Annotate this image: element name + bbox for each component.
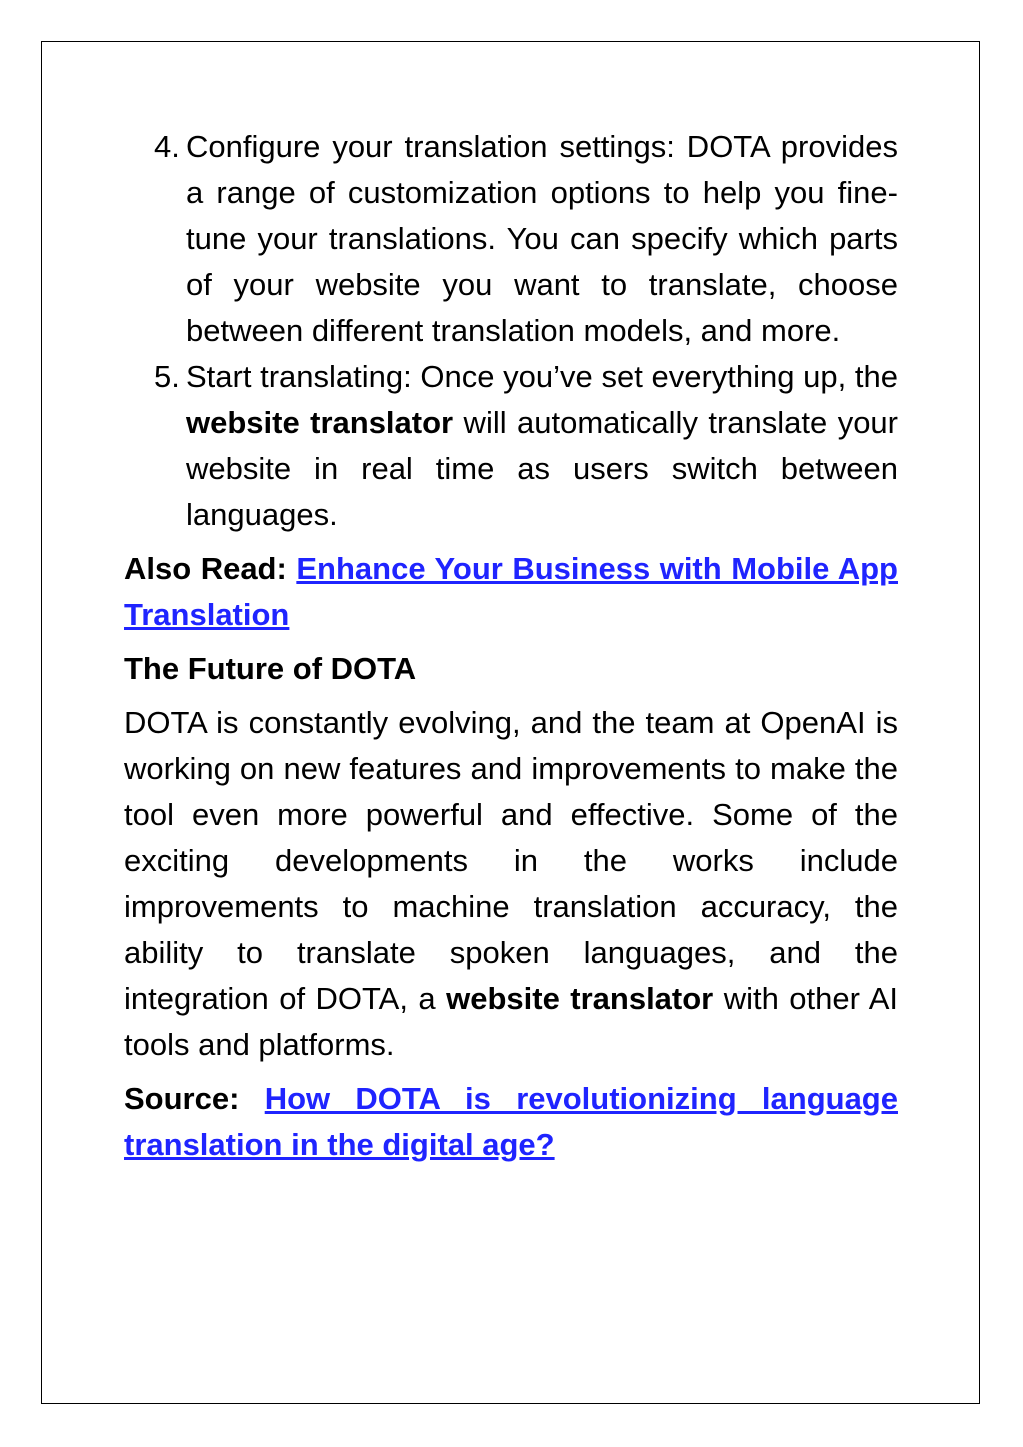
list-item-number: 5. [154,359,180,394]
steps-list [124,124,898,538]
source-label: Source: [124,1081,240,1116]
also-read-link[interactable]: Enhance Your Business with Mobile App Translation [124,551,898,632]
list-item-number: 4. [154,129,180,164]
section-heading: The Future of DOTA [124,651,417,686]
document-body [124,124,898,1168]
body-paragraph [124,700,898,1068]
bold-keyword: website translator [446,981,714,1016]
paragraph-text-before: DOTA is constantly evolving, and the team at OpenAI is working on new features and improvements to make the tool even more powerful and effective. Some of the exciting developments in the works include improvements to machine translation accuracy, the ability to translate spoken languages, and the integration of DOTA, a [124,705,898,1016]
also-read-label: Also Read: [124,551,287,586]
list-item [124,354,898,538]
list-item-text-after: will automatically translate your website in real time as users switch between languages. [186,405,898,532]
source-link[interactable]: How DOTA is revolutionizing language translation in the digital age? [124,1081,898,1162]
bold-keyword: website translator [186,405,454,440]
paragraph-text-after: with other AI tools and platforms. [124,981,898,1062]
also-read-line [124,546,898,638]
list-item [124,124,898,354]
list-item-text: Configure your translation settings: DOTA provides a range of customization options to help you fine-tune your translations. You can specify which parts of your website you want to translate, choose between different translation models, and more. [186,129,898,348]
source-line [124,1076,898,1168]
list-item-text-before: Start translating: Once you’ve set everything up, the [186,359,898,394]
